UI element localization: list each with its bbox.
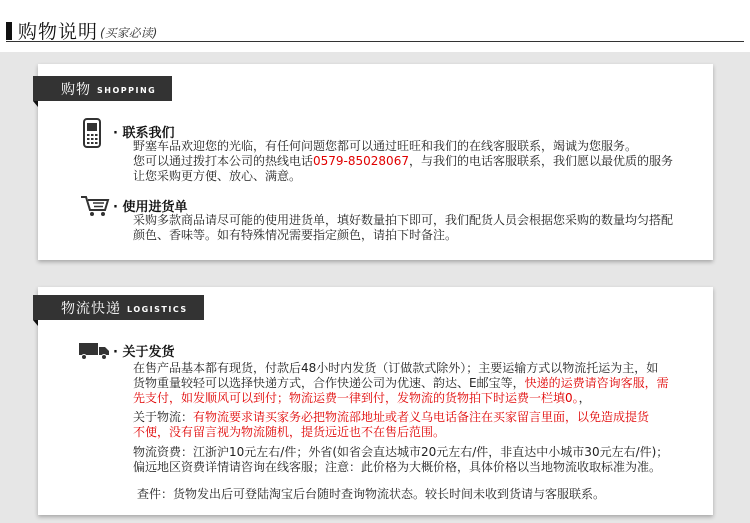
- contact-line-2-pre: 您可以通过拨打本公司的热线电话: [133, 154, 314, 168]
- shopping-label-fold: [33, 101, 38, 107]
- contact-text: [133, 139, 673, 184]
- contact-line-1: 野塞车品欢迎您的光临，有任何问题您都可以通过旺旺和我们的在线客服联系，竭诚为您服务。: [133, 139, 638, 153]
- logistics-section: [0, 282, 750, 523]
- logistics-note-line-1-red: 有物流要求请买家务必把物流部地址或者义乌电话备注在买家留言里面，以免造成提货: [193, 410, 650, 424]
- fees-line-2: 偏远地区资费详情请咨询在线客服；注意：此价格为大概价格，具体价格以当地物流收取标准为准。: [133, 460, 662, 474]
- hotline-phone: 0579-85028067: [313, 154, 409, 168]
- contact-line-2: [133, 154, 673, 169]
- cart-icon: [80, 194, 110, 218]
- contact-title: · 联系我们: [113, 126, 175, 141]
- order-line-1: 采购多款商品请尽可能的使用进货单，填好数量拍下即可，我们配货人员会根据您采购的数量均匀搭配: [133, 213, 674, 227]
- shipping-line-2-red: 快递的运费请咨询客服，需: [524, 376, 669, 390]
- logistics-label: [33, 295, 204, 320]
- shopping-section: [0, 52, 750, 282]
- order-title: · 使用进货单: [113, 200, 188, 215]
- shopping-label: [33, 76, 172, 101]
- header-marker: [6, 22, 12, 40]
- logistics-note-line-1: [133, 410, 649, 425]
- page-title: 购物说明: [18, 21, 99, 43]
- shopping-label-cn: 购物: [61, 81, 91, 98]
- shipping-line-2: [133, 376, 669, 391]
- logistics-label-cn: 物流快递: [61, 300, 121, 317]
- logistics-label-fold: [33, 320, 38, 326]
- shipping-line-3-end: ，: [578, 391, 591, 405]
- shipping-fees: [133, 445, 668, 475]
- page-header: [0, 0, 750, 48]
- shipping-policy: [133, 361, 669, 406]
- phone-icon: [83, 118, 101, 148]
- order-text: [133, 213, 673, 243]
- contact-line-3: 让您采购更方便、放心、满意。: [133, 169, 302, 183]
- truck-icon: [78, 342, 110, 360]
- logistics-note-line-2: 不便，没有留言视为物流随机，提货远近也不在售后范围。: [133, 425, 446, 439]
- contact-line-2-post: ，与我们的电话客服联系，我们愿以最优质的服务: [408, 154, 673, 168]
- header-divider: [6, 41, 744, 42]
- tracking-note: 查件：货物发出后可登陆淘宝后台随时查询物流状态。较长时间未收到货请与客服联系。: [137, 487, 606, 501]
- shipping-line-1: 在售产品基本都有现货，付款后48小时内发货（订做款式除外）；主要运输方式以物流托运为主，如: [133, 361, 659, 375]
- shopping-label-en: SHOPPING: [97, 85, 157, 95]
- fees-line-1: 物流资费：江浙沪10元左右/件；外省(如省会直达城市20元左右/件，非直达中小城市30元左右/件)；: [133, 445, 669, 459]
- logistics-label-en: LOGISTICS: [127, 304, 188, 314]
- shipping-line-3: [133, 391, 669, 406]
- shipping-title: · 关于发货: [113, 345, 175, 360]
- shipping-line-2-pre: 货物重量较轻可以选择快递方式，合作快递公司为优速、韵达、E邮宝等，: [133, 376, 525, 390]
- logistics-note: [133, 410, 649, 440]
- page-subtitle: (买家必读): [100, 26, 158, 40]
- logistics-note-prefix: 关于物流：: [133, 410, 194, 424]
- order-line-2: 颜色、香味等。如有特殊情况需要指定颜色，请拍下时备注。: [133, 228, 458, 242]
- shipping-line-3-red: 先支付，如发顺风可以到付；物流运费一律到付，发物流的货物拍下时运费一栏填0。: [133, 391, 579, 405]
